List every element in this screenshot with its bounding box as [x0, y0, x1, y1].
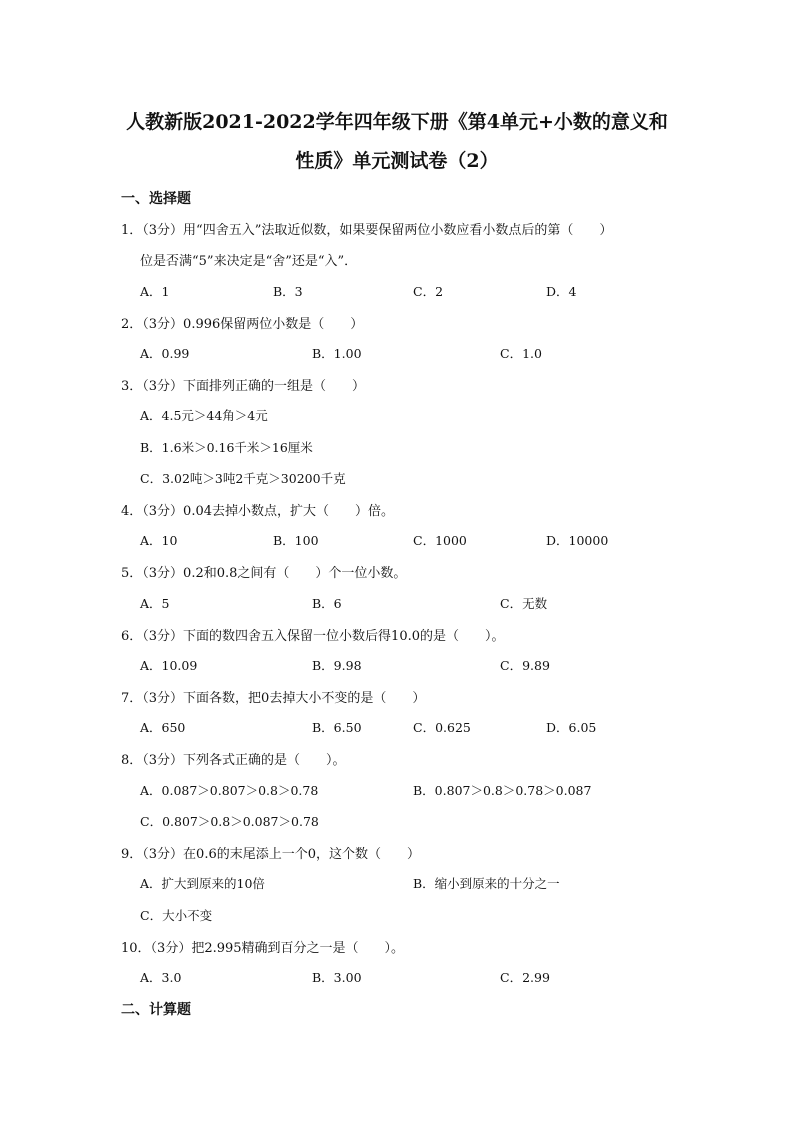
question-10-stem: 10．（3分）把2.995精确到百分之一是（ ）。 — [121, 941, 405, 956]
question-4-option-b[interactable]: B．100 — [273, 533, 319, 548]
question-8-option-b[interactable]: B．0.807＞0.8＞0.78＞0.087 — [413, 783, 592, 798]
question-9-stem: 9．（3分）在0.6的末尾添上一个0，这个数（ ） — [121, 847, 420, 862]
question-5-stem: 5．（3分）0.2和0.8之间有（ ）个一位小数。 — [121, 566, 407, 581]
question-9-option-a[interactable]: A．扩大到原来的10倍 — [140, 876, 265, 891]
section-heading-calculation: 二、计算题 — [121, 1002, 191, 1018]
question-10-option-b[interactable]: B．3.00 — [312, 970, 362, 985]
question-8-option-a[interactable]: A．0.087＞0.807＞0.8＞0.78 — [140, 783, 319, 798]
question-5-option-b[interactable]: B．6 — [312, 596, 342, 611]
question-7-option-b[interactable]: B．6.50 — [312, 720, 362, 735]
question-6-option-a[interactable]: A．10.09 — [140, 658, 198, 673]
question-1-option-b[interactable]: B．3 — [273, 284, 303, 299]
page-title-cont: 性质》单元测试卷（2） — [295, 150, 499, 172]
question-4-stem: 4．（3分）0.04去掉小数点，扩大（ ）倍。 — [121, 504, 394, 519]
question-1-option-d[interactable]: D．4 — [546, 284, 577, 299]
question-1-stem: 1．（3分）用“四舍五入”法取近似数，如果要保留两位小数应看小数点后的第（ ） — [121, 223, 613, 238]
page-title: 人教新版2021-2022学年四年级下册《第4单元+小数的意义和 — [126, 111, 668, 133]
question-4-option-d[interactable]: D．10000 — [546, 533, 609, 548]
question-5-option-a[interactable]: A．5 — [140, 596, 170, 611]
question-2-stem: 2．（3分）0.996保留两位小数是（ ） — [121, 317, 364, 332]
question-2-option-b[interactable]: B．1.00 — [312, 346, 362, 361]
question-1-option-c[interactable]: C．2 — [413, 284, 444, 299]
question-6-stem: 6．（3分）下面的数四舍五入保留一位小数后得10.0的是（ ）。 — [121, 629, 505, 644]
question-3-option-c[interactable]: C．3.02吨＞3吨2千克＞30200千克 — [140, 471, 346, 486]
question-4-option-a[interactable]: A．10 — [140, 533, 178, 548]
question-6-option-b[interactable]: B．9.98 — [312, 658, 362, 673]
question-8-stem: 8．（3分）下列各式正确的是（ ）。 — [121, 753, 346, 768]
question-7-option-a[interactable]: A．650 — [140, 720, 186, 735]
question-4-option-c[interactable]: C．1000 — [413, 533, 467, 548]
question-1-option-a[interactable]: A．1 — [140, 284, 170, 299]
question-5-option-c[interactable]: C．无数 — [500, 596, 548, 611]
question-7-stem: 7．（3分）下面各数，把0去掉大小不变的是（ ） — [121, 691, 426, 706]
question-7-option-c[interactable]: C．0.625 — [413, 720, 471, 735]
question-7-option-d[interactable]: D．6.05 — [546, 720, 597, 735]
question-3-option-b[interactable]: B．1.6米＞0.16千米＞16厘米 — [140, 440, 313, 455]
question-2-option-c[interactable]: C．1.0 — [500, 346, 542, 361]
question-1-stem-cont: 位是否满“5”来决定是“舍”还是“入”． — [140, 254, 358, 269]
question-8-option-c[interactable]: C．0.807＞0.8＞0.087＞0.78 — [140, 814, 319, 829]
question-3-option-a[interactable]: A．4.5元＞44角＞4元 — [140, 408, 268, 423]
section-heading-choice: 一、选择题 — [121, 191, 191, 207]
question-10-option-a[interactable]: A．3.0 — [140, 970, 182, 985]
question-9-option-c[interactable]: C．大小不变 — [140, 908, 213, 923]
question-6-option-c[interactable]: C．9.89 — [500, 658, 550, 673]
question-9-option-b[interactable]: B．缩小到原来的十分之一 — [413, 876, 560, 891]
question-10-option-c[interactable]: C．2.99 — [500, 970, 550, 985]
question-2-option-a[interactable]: A．0.99 — [140, 346, 190, 361]
question-3-stem: 3．（3分）下面排列正确的一组是（ ） — [121, 379, 366, 394]
